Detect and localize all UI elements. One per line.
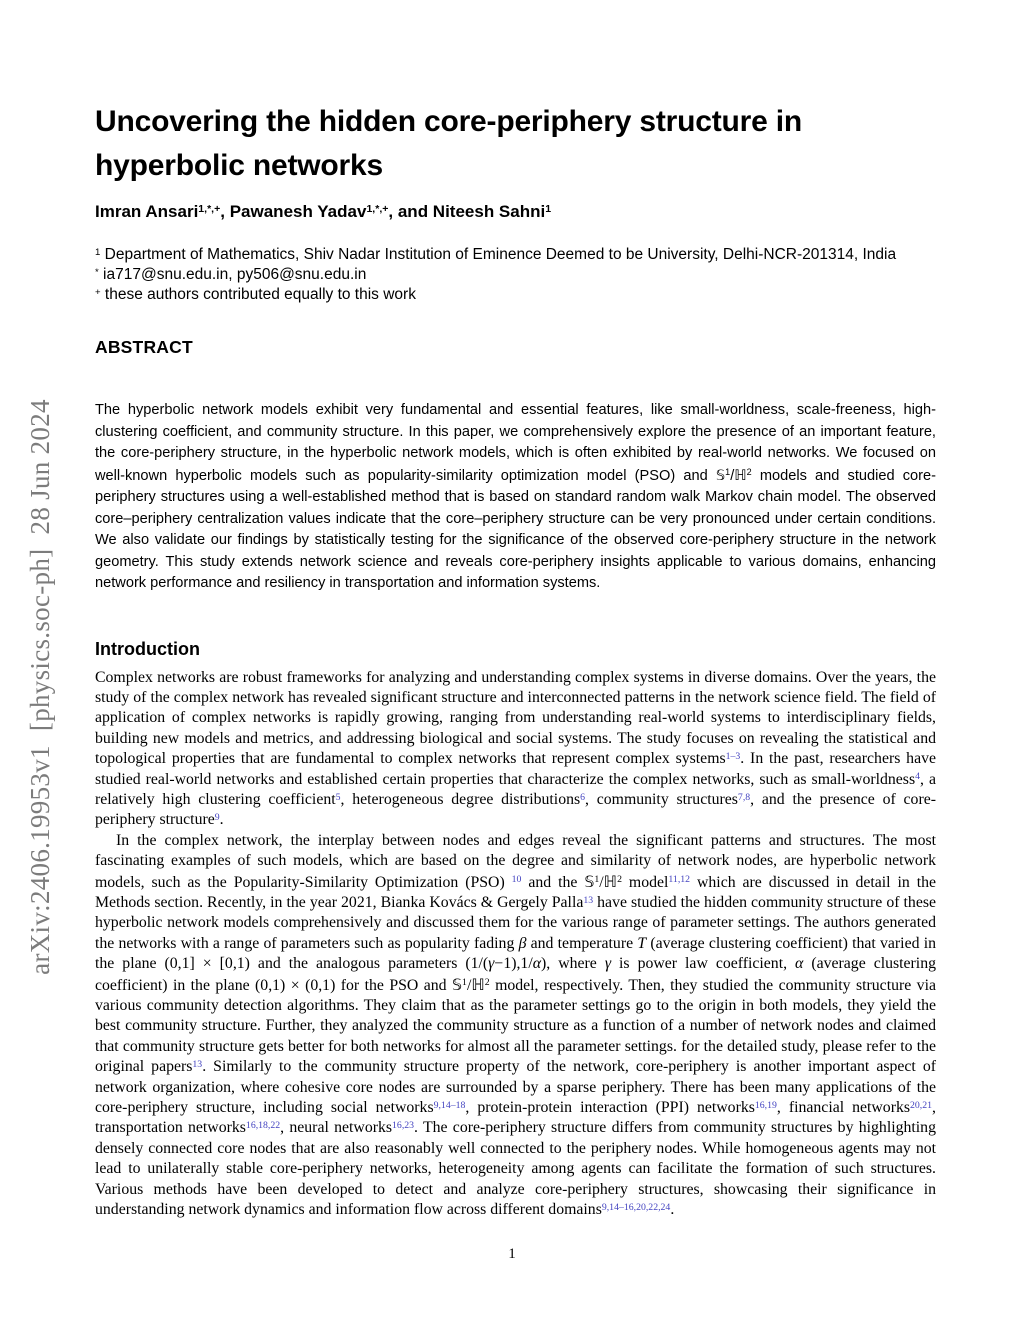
superscript: 2 [617,874,622,886]
affiliations-block [95,245,936,305]
citation-link[interactable]: 5 [335,791,341,803]
superscript: 2 [746,467,752,478]
citation-link[interactable]: 11,12 [668,874,691,886]
superscript: 1 [594,874,600,886]
introduction-heading: Introduction [95,638,200,659]
citation-link[interactable]: 1–3 [725,750,741,762]
superscript: 1 [545,203,552,216]
citation-link[interactable]: 4 [915,771,920,783]
superscript: 1,*,+ [366,203,389,216]
citation-link[interactable]: 16,18,22 [245,1120,281,1132]
citation-link[interactable]: 16,19 [754,1099,777,1111]
math-var: γ [604,955,612,973]
citation-link[interactable]: 9,14–16,20,22,24 [601,1201,671,1213]
math-var: α [795,955,804,973]
affiliation-contribution-note: + these authors contributed equally to this work [95,286,416,303]
superscript: 1,*,+ [198,203,221,216]
page-number: 1 [508,1246,516,1262]
citation-link[interactable]: 10 [511,874,522,886]
superscript: 1 [462,977,467,989]
citation-link[interactable]: 6 [580,791,586,803]
affiliation-department: $^1$ Department of Mathematics, Shiv Nadar Institution of Eminence Deemed to be University, Delhi-NCR-201314, India [95,246,897,263]
affiliation-emails: * ia717@snu.edu.in, py506@snu.edu.in [95,266,367,283]
abstract-heading: ABSTRACT [95,337,193,357]
intro-paragraph-2: In the complex network, the interplay between nodes and edges reveal the significant patterns and structures. The most fascinating examples of such models, which are based on the degree and similarity of network nodes, are hyperbolic network models, such as the Popularity-Similarity Optimization (PSO) $^{10}$ and the 𝕊$^1$/ℍ$^2$ model$^{11,12}$ which are discussed in detail in the Methods section. Recently, in the year 2021, Bianka Kovács & Gergely Palla$^{13}$ have studied the hidden community structure of these hyperbolic network models comprehensively and discussed them for the various range of parameter settings. The authors generated the networks with a range of parameters such as popularity fading β and temperature T (average clustering coefficient) that varied in the plane (0,1] × [0,1) and the analogous parameters (1/(γ−1),1/α), where γ is power law coefficient, α (average clustering coefficient) in the plane (0,1) × (0,1) for the PSO and 𝕊$^1$/ℍ$^2$ model, respectively. Then, they studied the community structure via various community detection algorithms. They claim that as the parameter settings go to the origin in both models, they yield the best community structure. Further, they analyzed the community structure as a function of a number of network nodes and claimed that community structure gets better for both networks for almost all the parameter settings. for the detailed study, please refer to the original papers$^{13}$. Similarly to the community structure property of the network, core-periphery is another important aspect of network organization, where cohesive core nodes are surrounded by a sparse periphery. There has been many applications of the core-periphery structure, including social networks$^{9,14-18}$, protein-protein interaction (PPI) networks$^{16,19}$, financial networks$^{20,21}$, transportation networks$^{16,18,22}$, neural networks$^{16,23}$. The core-periphery structure differs from community structures by highlighting densely connected core nodes that are also reasonably well connected to the periphery nodes. While homogeneous agents may not lead to unilaterally stable core-periphery networks, heterogeneity among agents can facilitate the formation of such structures. Various methods have been developed to detect and analyze core-periphery structures, showcasing their significance in understanding network dynamics and information flow across different domains$^{9,14-16,20,22,24}$. [95,831,936,1219]
abstract-text: The hyperbolic network models exhibit very fundamental and essential features, like small-worldness, scale-freeness, high-clustering coefficient, and community structure. In this paper, we comprehensively explore the presence of an important feature, the core-periphery structure, in the hyperbolic network models, which is often exhibited by real-world networks. We focused on well-known hyperbolic models such as popularity-similarity optimization model (PSO) and 𝕊$^1$/ℍ$^2$ models and studied core-periphery structures using a well-established method that is based on standard random walk Markov chain model. The observed core–periphery centralization values indicate that the core–periphery structure can be very pronounced under certain conditions. We also validate our findings by statistically testing for the significance of the observed core-periphery structure in the network geometry. This study extends network science and reveals core-periphery insights applicable to various domains, enhancing network performance and resiliency in transportation and information systems. [95,402,936,591]
intro-paragraph-1: Complex networks are robust frameworks for analyzing and understanding complex systems in diverse domains. Over the years, the study of the complex network has revealed significant structure and interconnected patterns in the network science field. The field of application of complex networks is rapidly growing, ranging from understanding real-world systems to interdisciplinary fields, building new models and metrics, and addressing biological and social systems. The study focuses on revealing the statistical and topological properties that are fundamental to complex networks that represent complex systems$^{1-3}$. In the past, researchers have studied real-world networks and established certain properties that characterize the complex networks, such as small-worldness$^4$, a relatively high clustering coefficient$^5$, heterogeneous degree distributions$^6$, community structures$^{7,8}$, and the presence of core-periphery structure$^9$. [95,668,936,829]
math-var: α [532,955,542,973]
paper-title: Uncovering the hidden core-periphery structure in hyperbolic networks [95,105,802,182]
blackboard-symbol: 𝕊 [584,871,595,891]
blackboard-symbol: ℍ [603,871,618,891]
math-var: T [637,934,647,952]
blackboard-symbol: ℍ [471,974,485,994]
citation-link[interactable]: 20,21 [910,1099,933,1111]
citation-link[interactable]: 13 [583,894,594,906]
arxiv-watermark: arXiv:2406.19953v1 [physics.soc-ph] 28 Jun 2024 [25,399,55,975]
math-var: β [518,934,527,952]
superscript: + [95,286,101,298]
citation-link[interactable]: 16,23 [392,1120,415,1132]
citation-link[interactable]: 7,8 [737,791,751,803]
citation-link[interactable]: 9,14–18 [433,1099,466,1111]
superscript: 1 [725,467,731,478]
citation-link[interactable]: 13 [192,1058,203,1070]
citation-link[interactable]: 9 [214,811,220,823]
superscript: 1 [95,246,101,258]
blackboard-symbol: 𝕊 [452,974,463,994]
blackboard-symbol: 𝕊 [715,466,726,484]
author-line: Imran Ansari$^{1,*,+}$, Pawanesh Yadav$^{1,*,+}$, and Niteesh Sahni$^1$ [95,202,552,221]
article-content [95,0,936,1220]
blackboard-symbol: ℍ [734,466,747,484]
superscript: 2 [484,977,490,989]
superscript: * [95,266,99,278]
math-var: γ [488,955,495,973]
